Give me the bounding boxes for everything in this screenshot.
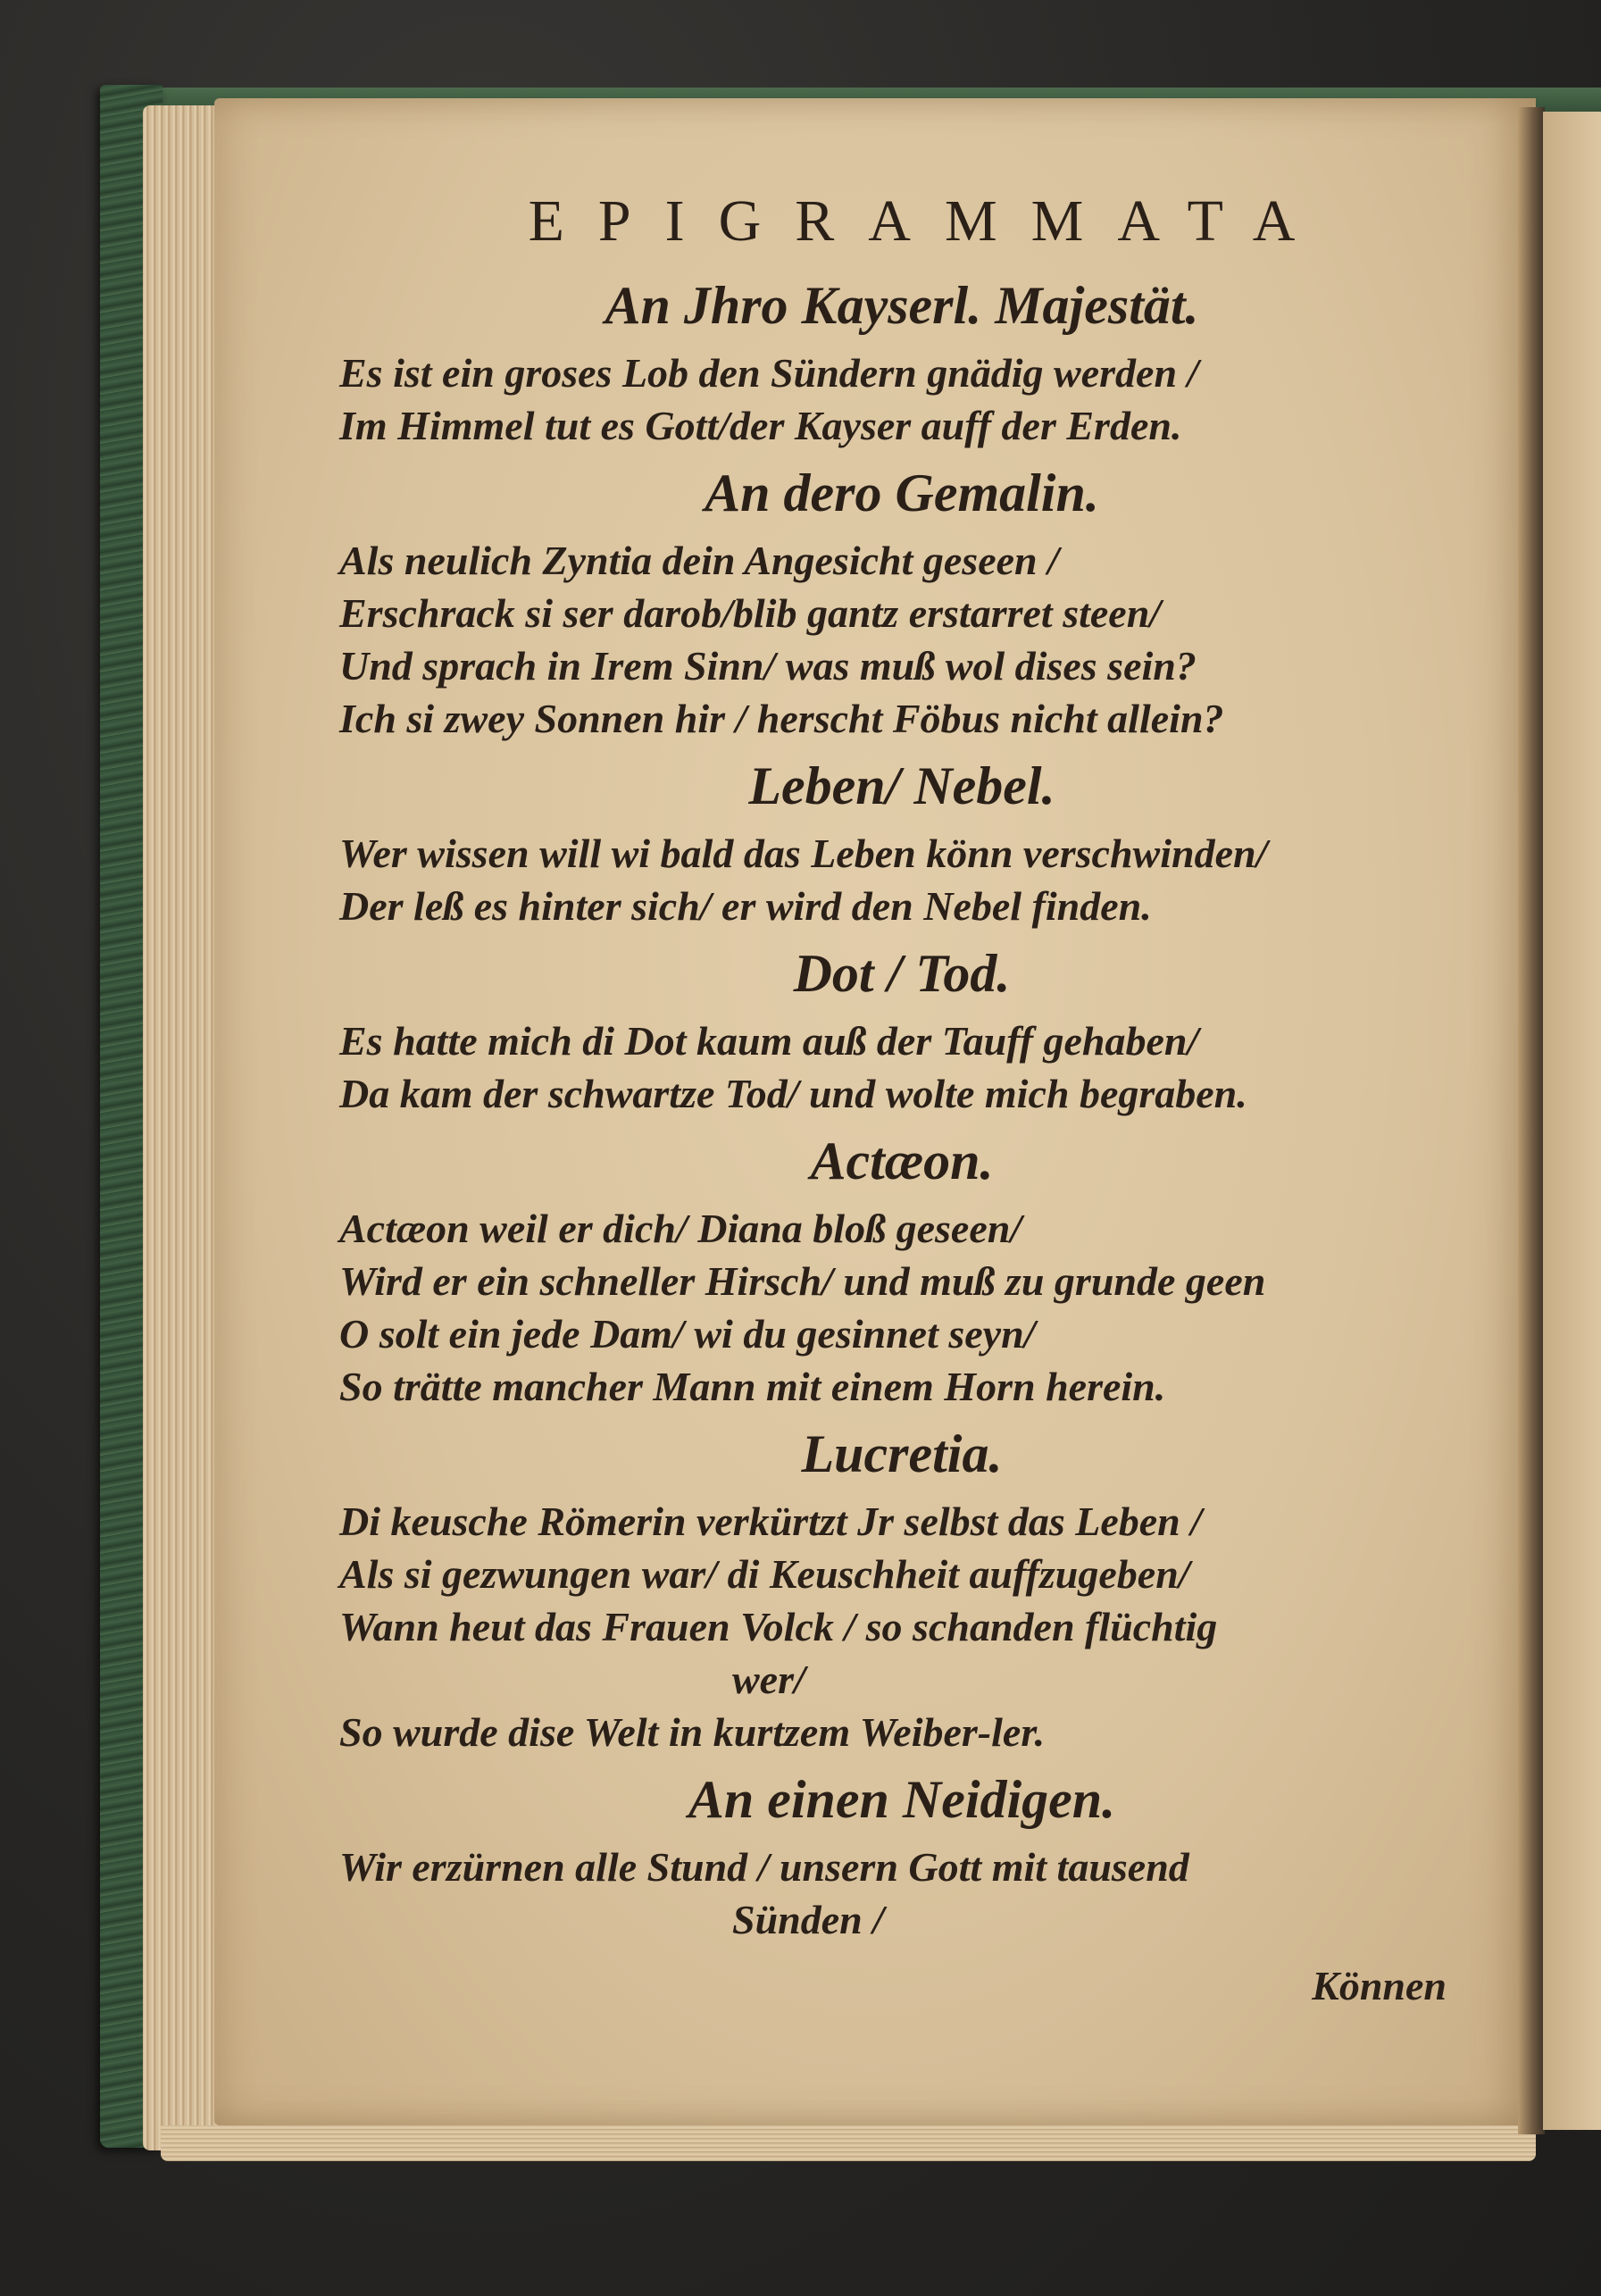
verse-line: wer/ bbox=[732, 1657, 805, 1702]
verse-line: Ich si zwey Sonnen hir / herscht Föbus nicht allein? bbox=[339, 696, 1224, 741]
section-heading: An Jhro Kayserl. Majestät. bbox=[605, 276, 1199, 335]
section-heading: Dot / Tod. bbox=[793, 944, 1011, 1003]
book-gutter bbox=[1518, 107, 1545, 2134]
verse-line: So trätte mancher Mann mit einem Horn herein. bbox=[339, 1364, 1166, 1409]
verse-line: Da kam der schwartze Tod/ und wolte mich begraben. bbox=[339, 1071, 1247, 1116]
page-title: EPIGRAMMATA bbox=[528, 188, 1330, 254]
verse-line: Es hatte mich di Dot kaum auß der Tauff gehaben/ bbox=[339, 1018, 1199, 1064]
verse-line: Es ist ein groses Lob den Sündern gnädig werden / bbox=[339, 350, 1199, 396]
verse-line: Als neulich Zyntia dein Angesicht geseen / bbox=[339, 538, 1059, 583]
section-heading: An einen Neidigen. bbox=[688, 1770, 1116, 1829]
verse-line: So wurde dise Welt in kurtzem Weiber-ler. bbox=[339, 1709, 1046, 1755]
verse-line: Erschrack si ser darob/blib gantz erstarret steen/ bbox=[339, 590, 1162, 636]
section-heading: Actæon. bbox=[810, 1131, 994, 1190]
verse-line: Und sprach in Irem Sinn/ was muß wol dises sein? bbox=[339, 643, 1197, 689]
verse-line: Wann heut das Frauen Volck / so schanden flüchtig bbox=[339, 1604, 1218, 1649]
section-heading: Leben/ Nebel. bbox=[748, 756, 1055, 815]
facing-page-edge bbox=[1543, 112, 1601, 2130]
verse-line: Sünden / bbox=[732, 1897, 885, 1942]
verse-line: O solt ein jede Dam/ wi du gesinnet seyn/ bbox=[339, 1311, 1036, 1357]
verse-line: Der leß es hinter sich/ er wird den Nebel finden. bbox=[339, 883, 1152, 929]
catchword: Können bbox=[1312, 1963, 1447, 2008]
verse-line: Als si gezwungen war/ di Keuschheit auffzugeben/ bbox=[339, 1551, 1190, 1597]
verse-line: Wer wissen will wi bald das Leben könn verschwinden/ bbox=[339, 831, 1268, 876]
verse-line: Actæon weil er dich/ Diana bloß geseen/ bbox=[339, 1206, 1022, 1251]
page-text bbox=[339, 179, 1464, 2026]
section-heading: Lucretia. bbox=[801, 1424, 1003, 1483]
verse-line: Im Himmel tut es Gott/der Kayser auff der Erden. bbox=[339, 403, 1182, 448]
page-edges bbox=[143, 105, 223, 2150]
verse-line: Di keusche Römerin verkürtzt Jr selbst das Leben / bbox=[339, 1499, 1203, 1544]
section-heading: An dero Gemalin. bbox=[705, 463, 1099, 522]
page-bottom-edges bbox=[161, 2125, 1536, 2161]
verse-line: Wird er ein schneller Hirsch/ und muß zu grunde geen bbox=[339, 1258, 1266, 1304]
verse-line: Wir erzürnen alle Stund / unsern Gott mit tausend bbox=[339, 1844, 1189, 1890]
